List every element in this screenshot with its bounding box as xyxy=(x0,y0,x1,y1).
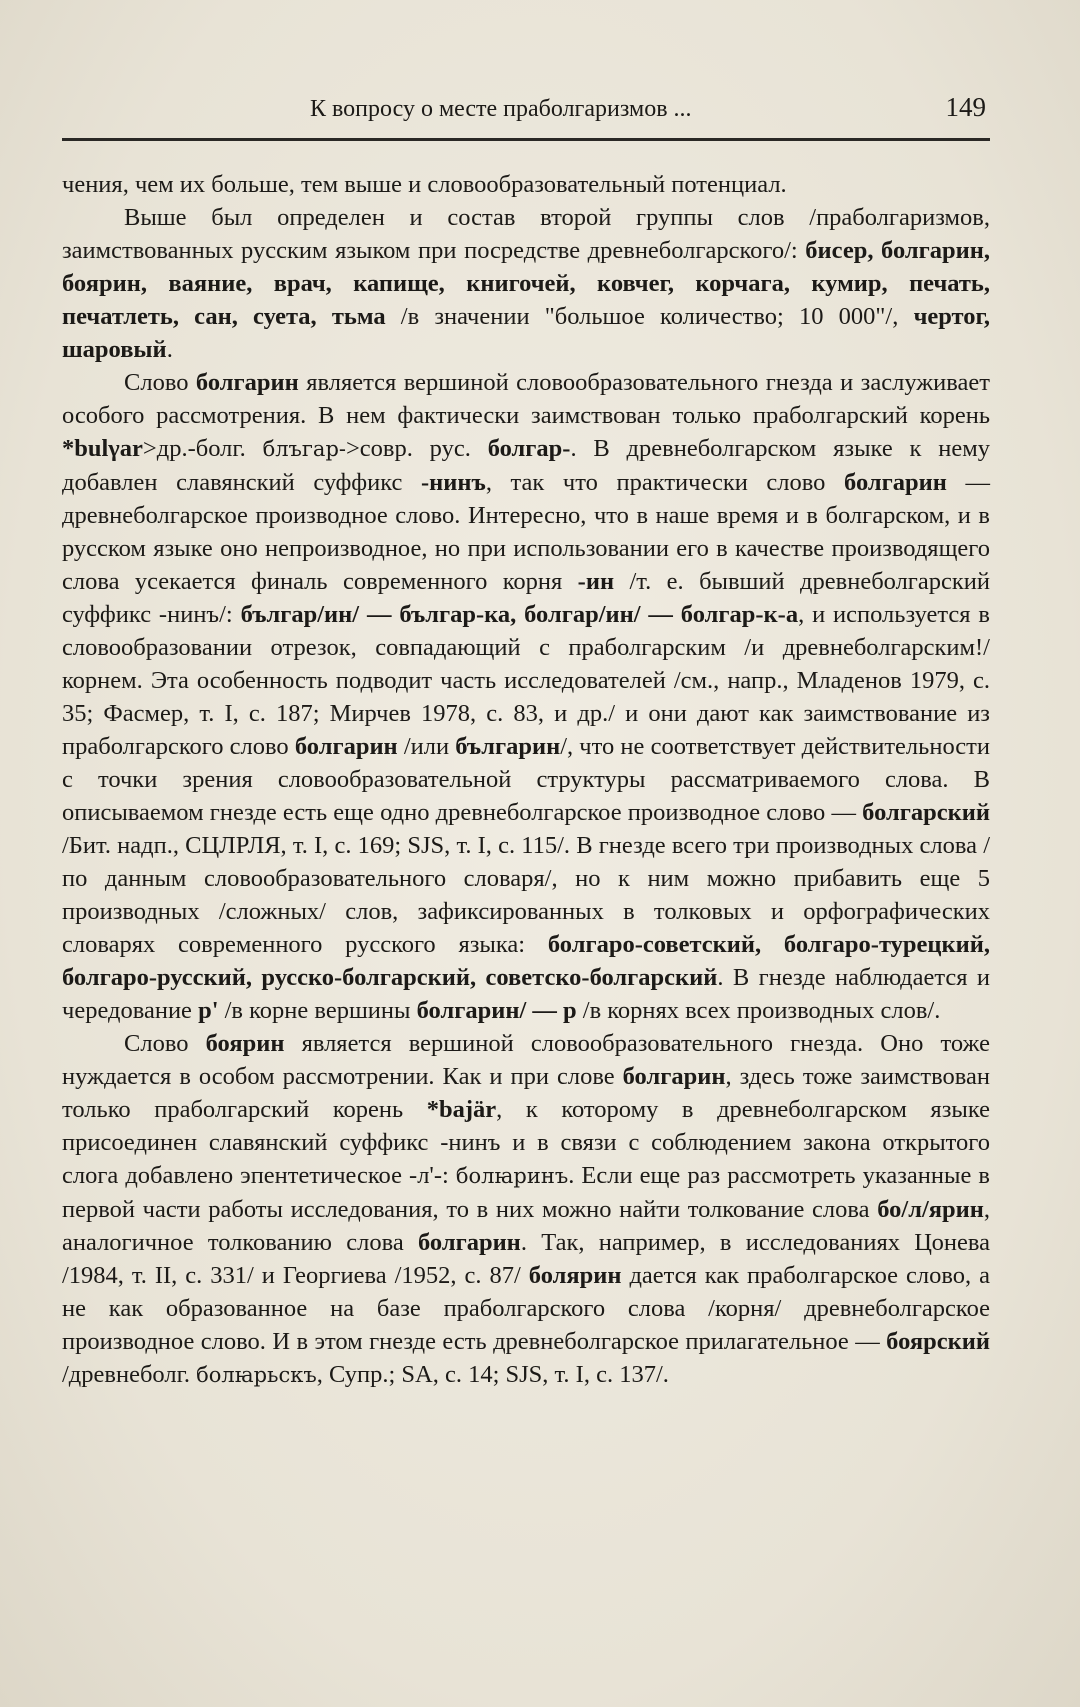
bold-term: болгарин xyxy=(844,469,947,496)
text-run: /т. е. бывший древнеболгарский суффикс -нинъ/: xyxy=(62,568,990,628)
bold-term: болгарин xyxy=(294,733,398,760)
paragraph-3 xyxy=(62,366,990,1027)
bold-term: боярин xyxy=(205,1030,285,1057)
page-number: 149 xyxy=(945,92,986,122)
text-run: является вершиной словообразовательного гнезда и заслуживает особого рассмотрения. В нем фактически заимствован только праболгарский корень xyxy=(62,369,990,429)
text-run: дается как праболгарское слово, а не как образованное на базе праболгарского слова /корня/ древнеболгарское производное слово. И в этом гнезде есть древнеболгарское прилагательное — xyxy=(62,1262,990,1355)
text-run: /, что не соответствует действительности с точки зрения словообразовательной структуры рассматриваемого слова. В описываемом гнезде есть еще одно древнеболгарское производное слово — xyxy=(62,733,990,826)
text-run: , и используется в словообразовании отрезок, совпадающий с праболгарским /и древнеболгарским!/ корнем. Эта особенность подводит часть исследователей /см., напр., Младенов 1979, с. 35; Фасмер, т. I, с. 187; Мирчев 1978, с. 83, и др./ и они дают как заимствование из праболгарского слово xyxy=(62,601,990,760)
text-run: >др.-болг. xyxy=(142,435,263,462)
text-run: . xyxy=(166,336,173,363)
bold-term: -ин xyxy=(577,568,615,595)
text-run: , Супр.; SA, с. 14; SJS, т. I, с. 137/. xyxy=(316,1361,669,1388)
text-run: /Бит. надп., СЦЛРЛЯ, т. I, с. 169; SJS, т. I, с. 115/. В гнезде всего три производных слова /по данным словообразовательного словаря/, но к ним можно прибавить еще 5 производных /сложных/ слов, зафиксированных в толковых и орфографических словарях современного русского языка: xyxy=(62,832,990,958)
bold-term: -нинъ xyxy=(421,469,486,496)
text-run: . В древнеболгарском языке к нему добавлен славянский суффикс xyxy=(62,435,990,496)
bold-term: болгарин xyxy=(195,369,299,396)
text-run: /или xyxy=(397,733,456,760)
body-text xyxy=(62,168,990,1392)
bold-term: болгарин xyxy=(622,1063,726,1090)
text-run: Выше был определен и состав второй группы слов /праболгаризмов, заимствованных русским языком при посредстве древнеболгарского/: xyxy=(62,204,990,264)
text-run: чения, чем их больше, тем выше и словообразовательный потенциал. xyxy=(62,171,787,198)
bold-term: *bajär xyxy=(426,1096,497,1123)
old-bulgarian-form: блъгар- xyxy=(262,437,346,461)
bold-term: чертог, шаровый xyxy=(62,303,991,363)
text-run: Слово xyxy=(124,1030,206,1057)
old-bulgarian-form: болꙗрьскъ xyxy=(196,1363,317,1387)
bold-term: *bulγar xyxy=(62,435,143,462)
text-run: , к которому в древнеболгарском языке присоединен славянский суффикс -нинъ и в связи с соблюдением закона открытого слога добавлено эпентетическое -л'-: xyxy=(62,1096,990,1189)
paragraph-4 xyxy=(62,1027,990,1392)
text-run: . В гнезде наблюдается и чередование xyxy=(62,964,990,1024)
bold-term: боярский xyxy=(886,1328,990,1355)
bold-term: болгарин xyxy=(417,1229,521,1256)
running-header xyxy=(62,94,990,141)
bold-term: болгарский xyxy=(862,799,990,826)
text-run: >совр. рус. xyxy=(345,435,488,462)
paragraph-1 xyxy=(62,168,990,201)
text-run: — древнеболгарское производное слово. Интересно, что в наше время и в болгарском, и в русском языке оно непроизводное, но при использовании его в качестве производящего слова усекается финаль современного корня xyxy=(62,469,990,595)
bold-term: болгаро-советский, болгаро-турецкий, болгаро-русский, русско-болгарский, советско-болгарский xyxy=(62,931,990,991)
bold-term: българ/ин/ — българ-ка, болгар/ин/ — болгар-к-а xyxy=(240,601,799,628)
text-run: /в корнях всех производных слов/. xyxy=(576,997,941,1024)
bold-term: р' xyxy=(198,997,219,1024)
running-title: К вопросу о месте праболгаризмов ... xyxy=(310,96,692,122)
old-bulgarian-form: болꙗринъ xyxy=(455,1164,569,1188)
text-run: является вершиной словообразовательного гнезда. Оно тоже нуждается в особом рассмотрении. Как и при слове xyxy=(62,1030,991,1090)
bold-term: бисер, болгарин, боярин, ваяние, врач, капище, книгочей, ковчег, корчага, кумир, печать, печатлеть, сан, суета, тьма xyxy=(62,237,990,330)
text-run: . Если еще раз рассмотреть указанные в первой части работы исследования, то в них можно найти толкование слова xyxy=(62,1162,990,1223)
bold-term: бо/л/ярин xyxy=(877,1196,984,1223)
text-run: , здесь тоже заимствован только праболгарский корень xyxy=(62,1063,990,1123)
text-run: /древнеболг. xyxy=(62,1361,197,1388)
text-run: Слово xyxy=(124,369,196,396)
text-run: , аналогичное толкованию слова xyxy=(62,1196,990,1256)
text-run: /в значении "большое количество; 10 000"/, xyxy=(385,303,914,330)
paragraph-2 xyxy=(62,201,990,366)
bold-term: българин xyxy=(455,733,561,760)
text-run: , так что практически слово xyxy=(485,469,845,496)
text-run: /в корне вершины xyxy=(218,997,417,1024)
bold-term: болярин xyxy=(528,1262,622,1289)
bold-term: болгар- xyxy=(487,435,571,462)
text-run: . Так, например, в исследованиях Цонева /1984, т. II, с. 331/ и Георгиева /1952, с. 87/ xyxy=(62,1229,990,1289)
bold-term: болгарин/ — р xyxy=(416,997,577,1024)
